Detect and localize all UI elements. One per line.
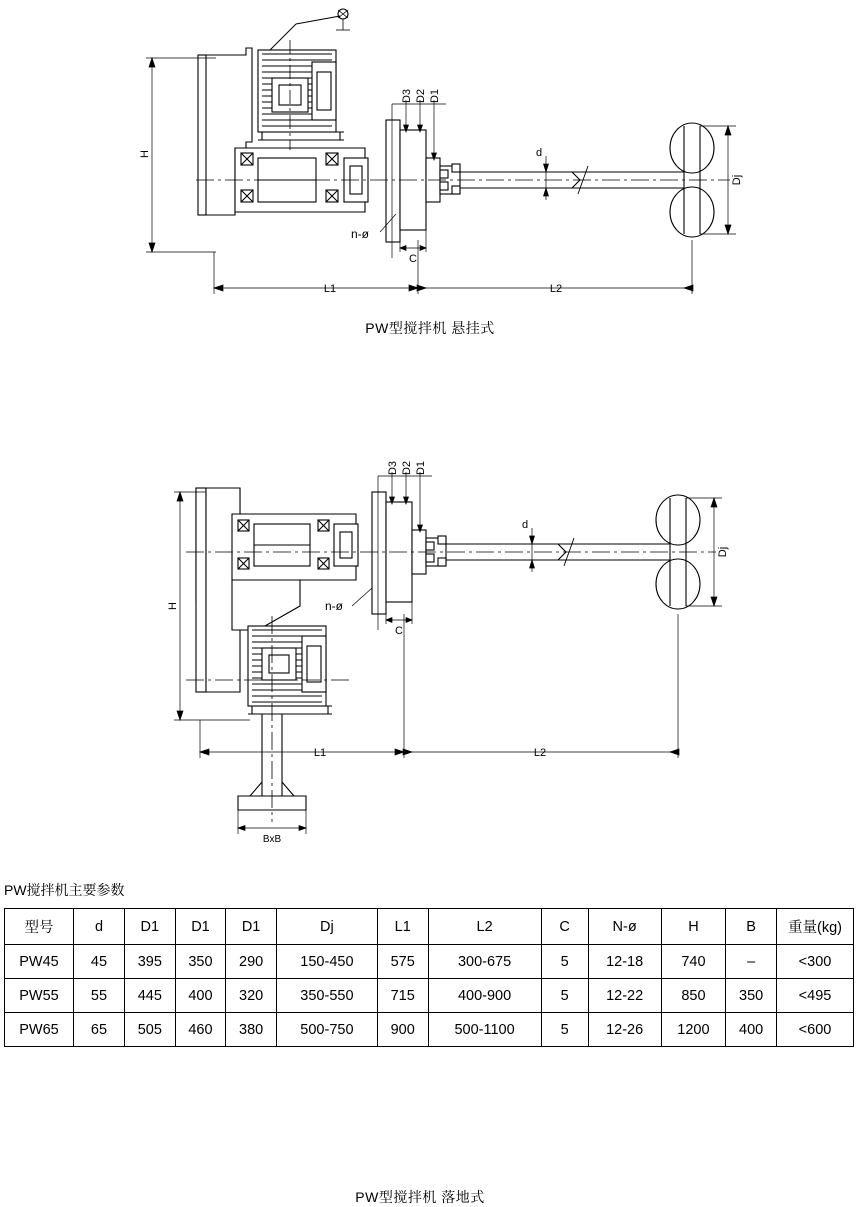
table-cell: – xyxy=(726,945,777,979)
table-row xyxy=(5,979,854,1013)
label-C: C xyxy=(395,625,403,637)
caption-floor-type: PW型搅拌机 落地式 xyxy=(355,1189,485,1205)
table-cell: 5 xyxy=(541,1013,588,1047)
table-cell: 740 xyxy=(661,945,726,979)
table-cell: 850 xyxy=(661,979,726,1013)
table-cell: 575 xyxy=(377,945,428,979)
table-cell: 445 xyxy=(125,979,176,1013)
table-header-cell: B xyxy=(726,909,777,945)
label-D2: D2 xyxy=(401,460,413,476)
table-cell: 715 xyxy=(377,979,428,1013)
caption-hanging-type: PW型搅拌机 悬挂式 xyxy=(365,320,495,336)
table-cell: 45 xyxy=(74,945,125,979)
table-cell: 395 xyxy=(125,945,176,979)
label-L2: L2 xyxy=(533,747,547,759)
label-n-phi: n-ø xyxy=(325,599,343,613)
table-cell: 12-26 xyxy=(588,1013,661,1047)
table-header-cell: D1 xyxy=(226,909,277,945)
table-cell: 400-900 xyxy=(428,979,541,1013)
table-cell: 350 xyxy=(726,979,777,1013)
table-header-cell: C xyxy=(541,909,588,945)
label-d: d xyxy=(521,519,529,531)
table-cell: 12-18 xyxy=(588,945,661,979)
label-L2: L2 xyxy=(549,283,563,295)
label-C: C xyxy=(409,253,417,265)
table-header-cell: D1 xyxy=(175,909,226,945)
table-cell: 320 xyxy=(226,979,277,1013)
table-cell: PW45 xyxy=(5,945,74,979)
parameters-table xyxy=(4,908,854,1047)
table-cell: <495 xyxy=(777,979,854,1013)
table-cell: 150-450 xyxy=(276,945,377,979)
table-cell: PW65 xyxy=(5,1013,74,1047)
label-L1: L1 xyxy=(323,283,337,295)
table-header-cell: d xyxy=(74,909,125,945)
table-cell: 350 xyxy=(175,945,226,979)
table-cell: 460 xyxy=(175,1013,226,1047)
table-header-cell: N-ø xyxy=(588,909,661,945)
table-header-cell: L2 xyxy=(428,909,541,945)
table-header-cell: 型号 xyxy=(5,909,74,945)
table-header-cell: L1 xyxy=(377,909,428,945)
table-cell: 400 xyxy=(175,979,226,1013)
table-cell: 900 xyxy=(377,1013,428,1047)
table-title: PW搅拌机主要参数 xyxy=(4,882,125,898)
label-H: H xyxy=(167,602,179,610)
label-n-phi: n-ø xyxy=(351,227,369,241)
label-d: d xyxy=(535,147,543,159)
table-cell: 500-1100 xyxy=(428,1013,541,1047)
table-cell: PW55 xyxy=(5,979,74,1013)
hanging-type-drawing xyxy=(0,0,860,360)
label-D3: D3 xyxy=(387,460,399,476)
table-cell: 505 xyxy=(125,1013,176,1047)
table-row xyxy=(5,1013,854,1047)
table-header-row xyxy=(5,909,854,945)
table-cell: 5 xyxy=(541,945,588,979)
table-cell: 400 xyxy=(726,1013,777,1047)
floor-type-drawing xyxy=(0,430,860,870)
table-cell: 500-750 xyxy=(276,1013,377,1047)
label-Dj: Dj xyxy=(731,174,743,186)
table-cell: 1200 xyxy=(661,1013,726,1047)
table-cell: 65 xyxy=(74,1013,125,1047)
label-L1: L1 xyxy=(313,747,327,759)
table-cell: 290 xyxy=(226,945,277,979)
table-cell: 300-675 xyxy=(428,945,541,979)
label-Dj: Dj xyxy=(717,546,729,558)
table-cell: <300 xyxy=(777,945,854,979)
table-header-cell: D1 xyxy=(125,909,176,945)
label-D2: D2 xyxy=(415,88,427,104)
table-cell: 5 xyxy=(541,979,588,1013)
label-D3: D3 xyxy=(401,88,413,104)
table-header-cell: H xyxy=(661,909,726,945)
table-cell: 12-22 xyxy=(588,979,661,1013)
table-row xyxy=(5,945,854,979)
table-cell: 380 xyxy=(226,1013,277,1047)
table-header-cell: Dj xyxy=(276,909,377,945)
label-BxB: BxB xyxy=(262,834,282,845)
table-cell: 350-550 xyxy=(276,979,377,1013)
figure-hanging-type xyxy=(0,0,860,360)
label-D1: D1 xyxy=(415,460,427,476)
label-D1: D1 xyxy=(429,88,441,104)
table-cell: <600 xyxy=(777,1013,854,1047)
table-cell: 55 xyxy=(74,979,125,1013)
table-header-cell: 重量(kg) xyxy=(777,909,854,945)
label-H: H xyxy=(139,150,151,158)
